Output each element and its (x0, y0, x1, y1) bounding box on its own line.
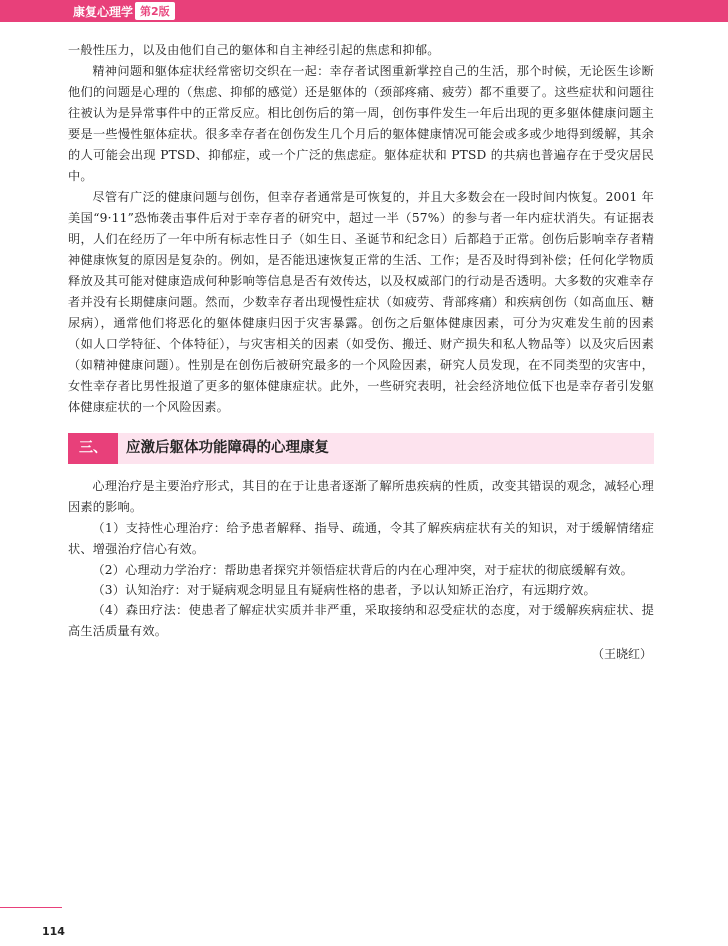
page-body (68, 40, 654, 662)
list-item: （3）认知治疗：对于疑病观念明显且有疑病性格的患者，予以认知矫正治疗，有远期疗效。 (92, 583, 596, 597)
author-credit: （王晓红） (591, 647, 652, 661)
body-paragraph: 心理治疗是主要治疗形式，其目的在于让患者逐渐了解所患疾病的性质，改变其错误的观念，减轻心理因素的影响。 (68, 479, 654, 514)
running-header (0, 0, 728, 22)
list-item: （2）心理动力学治疗：帮助患者探究并领悟症状背后的内在心理冲突，对于症状的彻底缓解有效。 (92, 563, 634, 577)
page-number: 114 (42, 925, 65, 938)
section-heading (68, 433, 654, 464)
book-title: 康复心理学 (73, 5, 134, 19)
section-title: 应激后躯体功能障碍的心理康复 (126, 440, 329, 456)
body-paragraph: 尽管有广泛的健康问题与创伤，但幸存者通常是可恢复的，并且大多数会在一段时间内恢复。2001 年美国“9·11”恐怖袭击事件后对于幸存者的研究中，超过一半（57%）的参与者一年内症状消失。有证据表明，人们在经历了一年中所有标志性日子（如生日、圣诞节和纪念日）后都趋于正常。创伤后影响幸存者精神健康恢复的原因是复杂的。例如，是否能迅速恢复正常的生活、工作；是否及时得到补偿；任何化学物质释放及其可能对健康造成何种影响等信息是否有效传达，以及权威部门的行动是否透明。大多数的灾难幸存者并没有长期健康问题。然而，少数幸存者出现慢性症状（如疲劳、背部疼痛）和疾病创伤（如高血压、糖尿病），通常他们将恶化的躯体健康归因于灾害暴露。创伤之后躯体健康因素，可分为灾难发生前的因素（如人口学特征、个体特征），与灾害相关的因素（如受伤、搬迁、财产损失和私人物品等）以及灾后因素（如精神健康问题）。性别是在创伤后被研究最多的一个风险因素，研究人员发现，在不同类型的灾害中，女性幸存者比男性报道了更多的躯体健康症状。此外，一些研究表明，社会经济地位低下也是幸存者引发躯体健康症状的一个风险因素。 (68, 190, 654, 414)
edition-badge: 第2版 (135, 2, 175, 20)
body-paragraph: 一般性压力，以及由他们自己的躯体和自主神经引起的焦虑和抑郁。 (68, 43, 440, 57)
body-paragraph: 精神问题和躯体症状经常密切交织在一起：幸存者试图重新掌控自己的生活，那个时候，无论医生诊断他们的问题是心理的（焦虑、抑郁的感觉）还是躯体的（颈部疼痛、疲劳）都不重要了。这些症状和问题往往被认为是异常事件中的正常反应。相比创伤后的第一周，创伤事件发生一年后出现的更多躯体健康问题主要是一些慢性躯体症状。很多幸存者在创伤发生几个月后的躯体健康情况可能会或多或少地得到缓解，其余的人可能会出现 PTSD、抑郁症，或一个广泛的焦虑症。躯体症状和 PTSD 的共病也普遍存在于受灾居民中。 (68, 64, 654, 183)
list-item: （1）支持性心理治疗：给予患者解释、指导、疏通，令其了解疾病症状有关的知识，对于缓解情绪症状、增强治疗信心有效。 (68, 521, 654, 556)
list-item: （4）森田疗法：使患者了解症状实质并非严重，采取接纳和忍受症状的态度，对于缓解疾病症状、提高生活质量有效。 (68, 603, 654, 638)
section-number: 三、 (68, 433, 118, 464)
footer-rule (0, 907, 62, 908)
